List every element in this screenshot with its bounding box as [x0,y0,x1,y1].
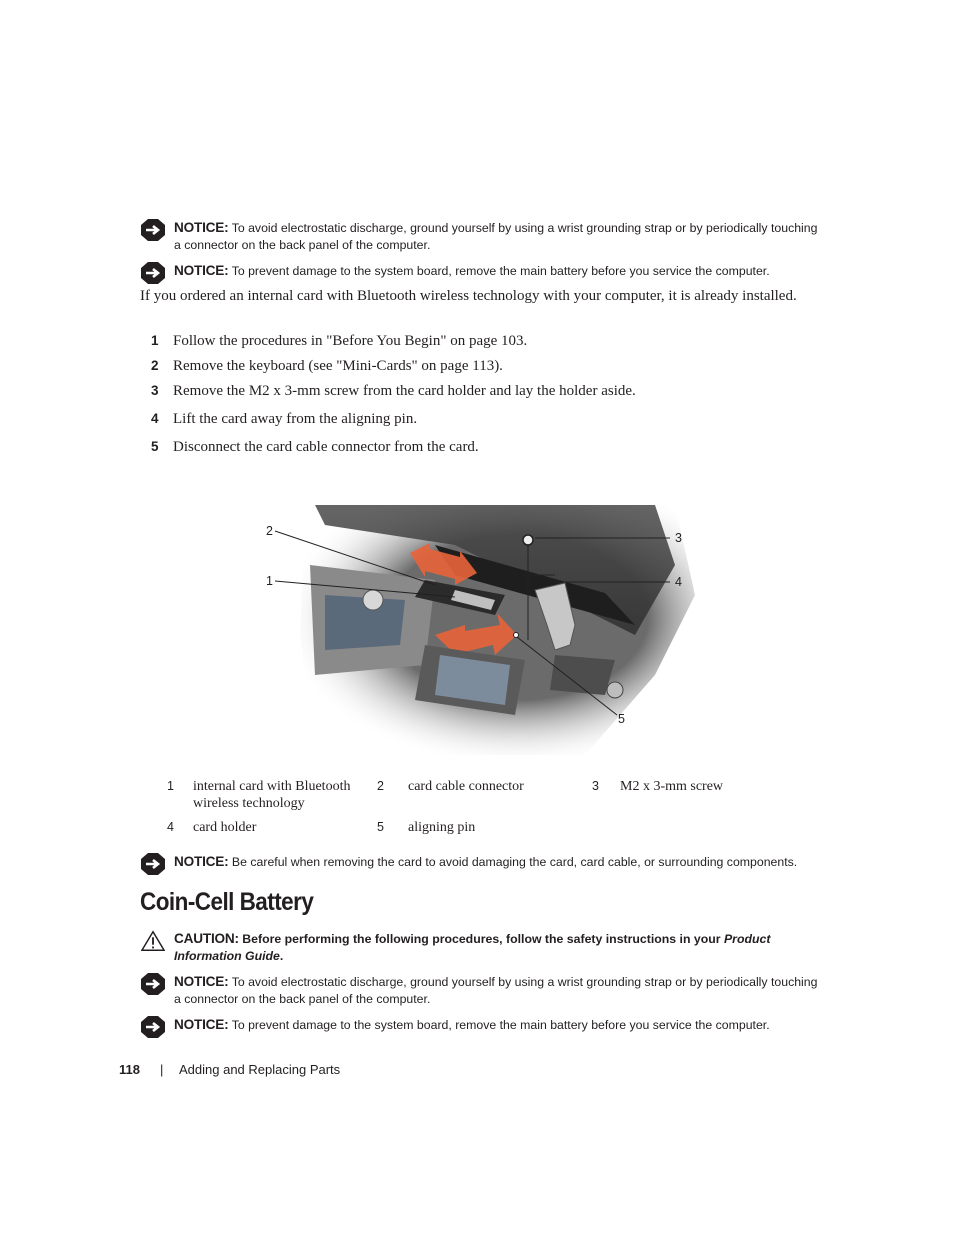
caution-guide-title: Product Information Guide [174,932,771,963]
step-number: 1 [151,333,159,348]
notice-icon [141,219,165,241]
step-number: 4 [151,411,159,426]
notice-battery-2 [141,1016,821,1034]
step-4 [151,409,417,429]
legend-num: 1 [167,779,174,793]
legend-label: aligning pin [408,820,476,835]
intro-paragraph: If you ordered an internal card with Bluetooth wireless technology with your computer, it is already installed. [140,288,797,304]
footer-separator: | [160,1062,164,1077]
notice-label: NOTICE: [174,263,229,278]
caution-end: . [279,949,284,963]
legend-label: card cable connector [408,779,524,794]
step-5 [151,437,479,457]
caution-label: CAUTION: [174,931,239,946]
notice-text: To prevent damage to the system board, remove the main battery before you service the computer. [231,264,770,278]
notice-text: To avoid electrostatic discharge, ground yourself by using a wrist grounding strap or by periodically touching a connector on the back panel of the computer. [174,221,818,252]
callout-4: 4 [675,575,682,589]
notice-icon [141,262,165,284]
step-text: Remove the keyboard (see "Mini-Cards" on page 113). [173,358,503,374]
notice-text: To prevent damage to the system board, remove the main battery before you service the computer. [231,1018,770,1032]
legend-label: internal card with Bluetooth wireless technology [193,779,351,811]
step-2 [151,356,503,376]
callout-1: 1 [266,574,273,588]
bluetooth-card-illustration [255,485,705,760]
caution [141,930,821,965]
notice-esd-2 [141,973,821,1008]
notice-icon [141,853,165,875]
step-number: 5 [151,439,159,454]
legend-label: M2 x 3-mm screw [620,779,724,794]
caution-text: Before performing the following procedures, follow the safety instructions in your [242,932,721,946]
warning-triangle-icon [141,930,165,952]
step-text: Follow the procedures in "Before You Begin" on page 103. [173,333,528,349]
notice-battery [141,262,821,280]
notice-label: NOTICE: [174,854,229,869]
step-text: Remove the M2 x 3-mm screw from the card holder and lay the holder aside. [173,383,636,399]
section-title: Coin-Cell Battery [140,888,314,916]
notice-label: NOTICE: [174,1017,229,1032]
step-number: 2 [151,358,159,373]
step-1 [151,331,527,351]
legend-num: 3 [592,779,599,793]
legend-label: card holder [193,820,257,835]
step-number: 3 [151,383,159,398]
step-text: Disconnect the card cable connector from the card. [173,439,479,455]
callout-2: 2 [266,524,273,538]
step-text: Lift the card away from the aligning pin. [173,411,418,427]
step-3 [151,381,636,401]
notice-careful [141,853,841,871]
notice-label: NOTICE: [174,220,229,235]
legend-num: 2 [377,779,384,793]
notice-text: To avoid electrostatic discharge, ground yourself by using a wrist grounding strap or by periodically touching a connector on the back panel of the computer. [174,975,818,1006]
callout-3: 3 [675,531,682,545]
footer-section: Adding and Replacing Parts [179,1062,341,1077]
notice-text: Be careful when removing the card to avoid damaging the card, card cable, or surrounding components. [231,855,798,869]
notice-icon [141,973,165,995]
notice-esd [141,219,821,254]
page-number: 118 [119,1062,140,1077]
notice-icon [141,1016,165,1038]
notice-label: NOTICE: [174,974,229,989]
legend-num: 5 [377,820,384,834]
callout-5: 5 [618,712,625,726]
legend-num: 4 [167,820,174,834]
